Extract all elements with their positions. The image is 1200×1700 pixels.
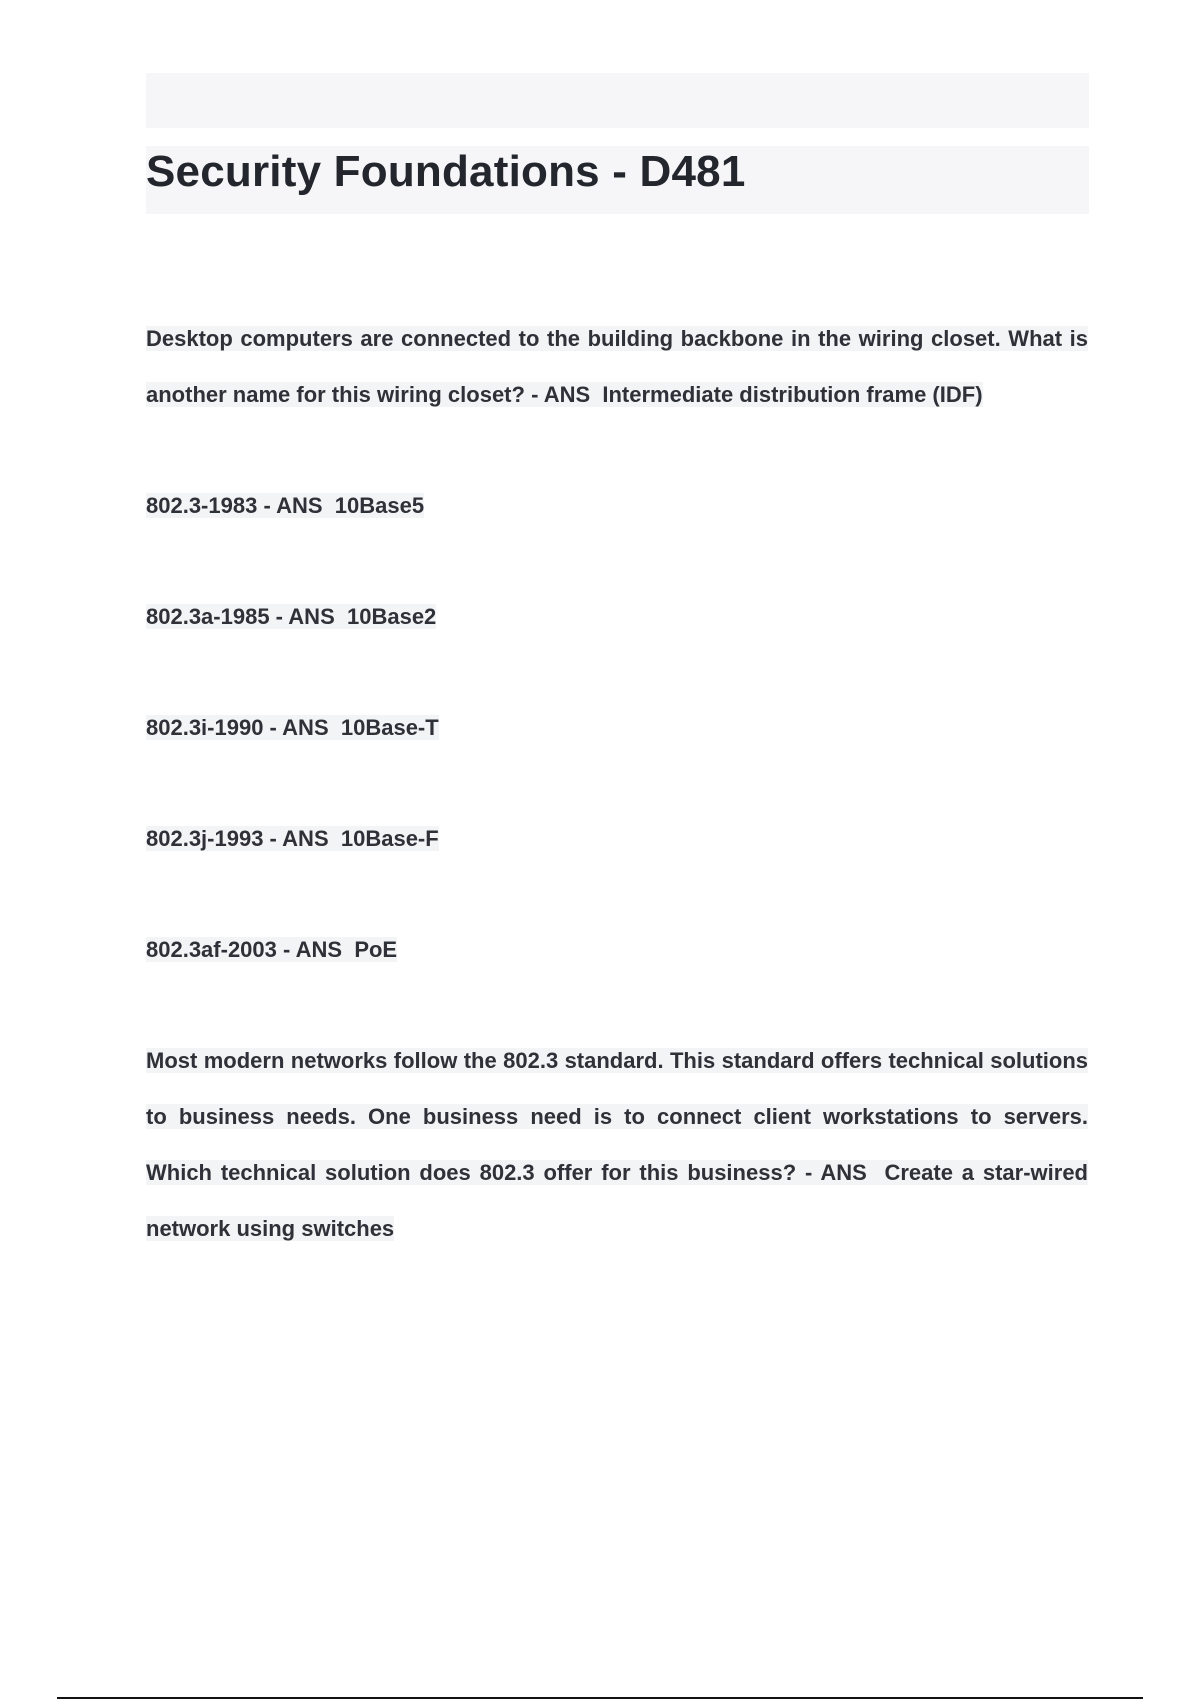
question-text: 802.3i-1990 [146,715,264,740]
question-text: Most modern networks follow the 802.3 standard. This standard offers technical solutions to business needs. One business need is to connect client workstations to servers. Which technical solution does 802.3 offer for this business? [146,1048,1088,1185]
page-title: Security Foundations - D481 [146,147,746,196]
answer-text: PoE [354,937,398,962]
footer-rule [57,1697,1143,1699]
qa-entry-6 [146,922,1088,978]
answer-text: 10Base2 [346,604,437,629]
answer-separator: - ANS [796,1160,885,1185]
answer-separator: - ANS [524,382,603,407]
qa-entry-3 [146,589,1088,645]
question-text: 802.3af-2003 [146,937,277,962]
document-body [146,311,1088,1257]
answer-separator: - ANS [263,826,341,851]
answer-separator: - ANS [263,715,341,740]
question-text: 802.3-1983 [146,493,258,518]
question-text: 802.3a-1985 [146,604,270,629]
answer-text: Create a star-wired network using switches [146,1160,1088,1241]
question-text: 802.3j-1993 [146,826,264,851]
answer-text: 10Base-F [340,826,439,851]
qa-entry-2 [146,478,1088,534]
qa-entry-1 [146,311,1088,423]
answer-text: Intermediate distribution frame (IDF) [602,382,983,407]
answer-separator: - ANS [276,937,355,962]
qa-entry-4 [146,700,1088,756]
qa-entry-7 [146,1033,1088,1257]
header-band [146,73,1089,128]
qa-entry-5 [146,811,1088,867]
answer-separator: - ANS [269,604,347,629]
answer-text: 10Base-T [340,715,439,740]
answer-separator: - ANS [257,493,335,518]
answer-text: 10Base5 [334,493,425,518]
question-text: Desktop computers are connected to the building backbone in the wiring closet. What is another name for this wiring closet? [146,326,1088,407]
